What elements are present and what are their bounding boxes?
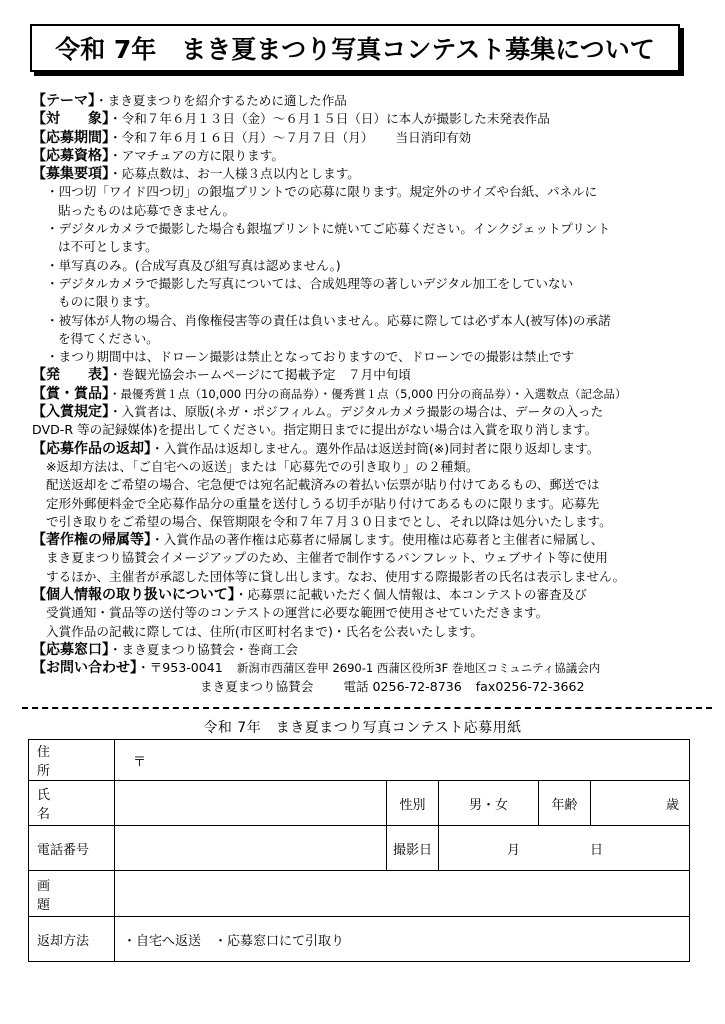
guidelines: [32, 92, 704, 696]
name-label: 氏名: [29, 781, 115, 826]
privacy-line: 受賞通知・賞品等の送付等のコンテストの運営に必要な範囲で使用させていただきます。: [46, 605, 549, 621]
phone-input[interactable]: [115, 826, 387, 871]
requirement-line: ・デジタルカメラで撮影した写真については、合成処理等の著しいデジタル加工をしていない: [46, 275, 574, 291]
section-window: 【応募窓口】・まき夏まつり協賛会・巻商工会: [32, 641, 298, 658]
section-rules: 【入賞規定】・入賞者は、原版(ネガ・ポジフィルム。デジタルカメラ撮影の場合は、データの入った: [32, 404, 604, 421]
requirement-line: ・デジタルカメラで撮影した場合も銀塩プリントに焼いてご応募ください。インクジェットプリント: [46, 221, 611, 237]
section-target: 【対 象】・令和７年６月１３日（金）～６月１５日（日）に本人が撮影した未発表作品: [32, 111, 550, 128]
form-title: 令和 7年 まき夏まつり写真コンテスト応募用紙: [203, 720, 522, 736]
gender-label: 性別: [387, 781, 439, 826]
section-contact: 【お問い合わせ】・〒953-0041 新潟市西蒲区巻甲 2690-1 西蒲区役所3F 巻地区コミュニティ協議会内: [32, 660, 601, 677]
requirement-line: ・単写真のみ。(合成写真及び組写真は認めません。): [46, 257, 341, 273]
section-copyright: 【著作権の帰属等】・入賞作品の著作権は応募者に帰属します。使用権は応募者と主催者に帰属し、: [32, 532, 604, 549]
age-label: 年齢: [539, 781, 591, 826]
phone-label: 電話番号: [29, 826, 115, 871]
name-input[interactable]: [115, 781, 387, 826]
page-title: 令和 7年 まき夏まつり写真コンテスト募集について: [30, 24, 680, 72]
section-theme: 【テーマ】・まき夏まつりを紹介するために適した作品: [32, 93, 347, 109]
return-label: 返却方法: [29, 917, 115, 962]
address-label: 住所: [29, 740, 115, 781]
age-input[interactable]: 歳: [591, 781, 690, 826]
address-input[interactable]: 〒: [115, 740, 690, 781]
rules-line: DVD-R 等の記録媒体)を提出してください。指定期日までに提出がない場合は入賞を取り消します。: [32, 422, 598, 438]
requirement-line: 貼ったものは応募できません。: [58, 202, 236, 218]
photo-title-row: [29, 871, 690, 917]
copyright-line: するほか、主催者が承認した団体等に貸し出します。なお、使用する際撮影者の氏名は表示しません。: [46, 568, 626, 584]
return-options[interactable]: ・自宅へ返送 ・応募窓口にて引取り: [115, 917, 690, 962]
return-line: 定形外郵便料金で全応募作品分の重量を送付しうる切手が貼り付けてあるものに限ります。応募先: [46, 495, 600, 511]
requirement-line: ・まつり期間中は、ドローン撮影は禁止となっておりますので、ドローンでの撮影は禁止です: [46, 349, 575, 365]
return-line: 配送返却をご希望の場合、宅急便では宛名記載済みの着払い伝票が貼り付けてあるもの、郵送では: [46, 477, 600, 493]
copyright-line: まき夏まつり協賛会イメージアップのため、主催者で制作するパンフレット、ウェブサイト等に使用: [46, 550, 608, 566]
name-row: [29, 781, 690, 826]
address-row: [29, 740, 690, 781]
requirement-line: を得てください。: [58, 330, 159, 346]
privacy-line: 入賞作品の記載に際しては、住所(市区町村名まで)・氏名を公表いたします。: [46, 623, 484, 639]
requirement-line: ・被写体が人物の場合、肖像権侵害等の責任は負いません。応募に際しては必ず本人(被写体)の承諾: [46, 312, 611, 328]
return-row: [29, 917, 690, 962]
section-period: 【応募期間】・令和７年６月１６日（月）～７月７日（月） 当日消印有効: [32, 129, 472, 146]
photo-title-input[interactable]: [115, 871, 690, 917]
photo-title-label: 画題: [29, 871, 115, 917]
section-requirements: 【募集要項】・応募点数は、お一人様３点以内とします。: [32, 166, 360, 183]
section-qualification: 【応募資格】・アマチュアの方に限ります。: [32, 147, 284, 164]
date-input[interactable]: 月 日: [439, 826, 690, 871]
cut-line: [22, 707, 712, 709]
requirement-line: ものに限ります。: [58, 294, 158, 310]
section-prizes: 【賞・賞品】・最優秀賞１点（10,000 円分の商品券）・優秀賞１点（5,000 円分の商品券）・入選数点（記念品）: [32, 385, 627, 402]
return-line: で引き取りをご希望の場合、保管期限を令和７年７月３０日までとし、それ以降は処分いたします。: [46, 513, 612, 529]
requirement-line: は不可とします。: [58, 239, 158, 255]
requirement-line: ・四つ切「ワイド四つ切」の銀塩プリントでの応募に限ります。規定外のサイズや台紙、パネルに: [46, 184, 598, 200]
phone-row: [29, 826, 690, 871]
section-privacy: 【個人情報の取り扱いについて】・応募票に記載いただく個人情報は、本コンテストの審査及び: [32, 587, 587, 604]
section-announcement: 【発 表】・巻観光協会ホームページにて掲載予定 ７月中旬頃: [32, 367, 411, 384]
section-return: 【応募作品の返却】・入賞作品は返却しません。選外作品は返送封筒(※)同封者に限り返却します。: [32, 440, 600, 457]
contact-line: まき夏まつり協賛会 電話 0256-72-8736 fax0256-72-3662: [200, 678, 585, 694]
date-label: 撮影日: [387, 826, 439, 871]
gender-select[interactable]: 男・女: [439, 781, 539, 826]
return-line: ※返却方法は、「ご自宅への返送」または「応募先での引き取り」の２種類。: [46, 458, 479, 474]
entry-form: [28, 739, 690, 962]
